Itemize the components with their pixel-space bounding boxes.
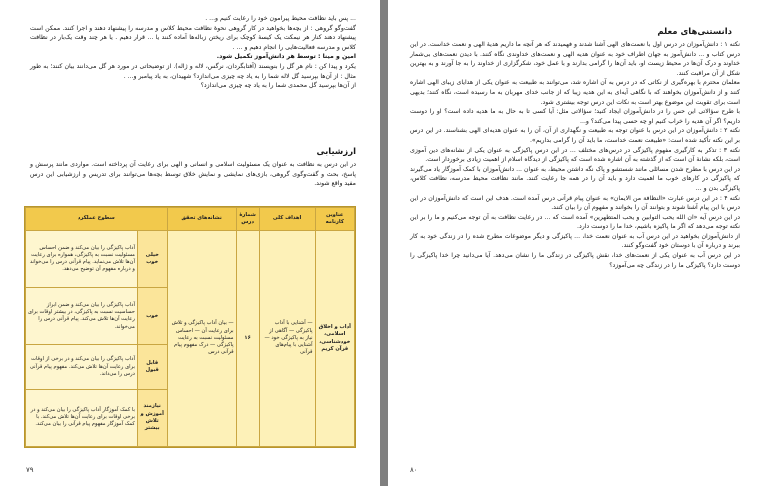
table-cell-title: آداب و اخلاق اسلامی، خودشناسی، قرآن کریم (315, 231, 354, 447)
section-heading: دانستنی‌های معلم (657, 27, 732, 37)
table-header: نشانه‌های تحقق (167, 208, 236, 231)
page-number: ۷۹ (26, 466, 34, 474)
paragraph: نکته ۲ : دانش‌آموزان در این درس با عنوان توجه به طبیعت و نگهداری از آن، آن را به عنوان هدیه‌ای الهی بشناسند. در این درس بر این نکته تأکید شده است: «طبیعت نعمت خداست، ما باید آن را گرامی بداریم». (410, 127, 740, 144)
section-body: در این درس به نظافت به عنوان یک مسئولیت اسلامی و انسانی و الهی برای رعایت آن پرداخته است. مواردی مانند پرسش و پاسخ، بحث و گفت‌وگوی گروهی، بازی‌های نمایشی و نمایش خلاق توسط بچه‌ها می‌توانند برای تدریس و ارزشیابی این درس مفید واقع شوند. (30, 161, 356, 188)
paragraph: با طرح سؤالاتی این حس را در دانش‌آموزان ایجاد کنید؛ سؤالاتی مثل: آیا کسی تا به حال به ما هدیه داده است؟ او را دوست داریم؟ اگر آن هدیه را خراب کنیم او چه حسی پیدا می‌کند؟ و... (410, 108, 740, 125)
paragraph: امین و مینا : توسط هر دانش‌آموز تکمیل شود. (216, 53, 356, 61)
table-cell-goals: — آشنایی با آداب پاکیزگی — آگاهی از نیاز به پاکیزگی خود — آشنایی با پیام‌های قرآنی (259, 231, 315, 447)
paragraph: معلمان محترم با بهره‌گیری از نکاتی که در درس به آن اشاره شد، می‌توانند به طبیعت به عنوان یکی از هدایای زیبای الهی اشاره کنند و از دانش‌آموزان بخواهند که با نگاهی آیه‌ای به این هدیه زیبا که از جانب خدای مهربان به ما رسیده است، نگاه کنند؛ بدیهی است برای تقویت این موضوع بهتر است به نکات این درس توجه بیشتری شود. (410, 79, 740, 106)
paragraph: گفت‌وگو گروهی : از بچه‌ها بخواهید در کار گروهی نحوهٔ نظافت محیط کلاس و مدرسه را پیشنهاد دهند و اجرا کنند. ممکن است پیشنهاد دهند کنار هر نیمکت یک کیسهٔ کوچک برای ریختن زباله‌ها آماده کنند یا ... قرار دهیم . یا هر چند وقت یک‌بار در نظافت کلاس و مدرسه فعالیت‌هایی را انجام دهیم و ... . (30, 24, 356, 51)
table-cell-indicators: — بیان آداب پاکیزگی و تلاش برای رعایت آن — احساس مسئولیت نسبت به رعایت پاکیزگی — درک مفهوم پیام قرآنی درس (167, 231, 236, 447)
right-page-text (410, 40, 740, 270)
table-cell-level: خوب (137, 288, 167, 345)
right-page (388, 0, 768, 486)
table-cell-level: قابل قبول (137, 345, 167, 389)
table-cell-level: خیلی خوب (137, 231, 167, 288)
table-cell-level-desc: آداب پاکیزگی را بیان می‌کند و ضمن احساس مسئولیت نسبت به پاکیزگی، همواره برای رعایت آن‌ها تلاش می‌نماید. پیام قرآنی درس را می‌خواند و درباره مفهوم آن توضیح می‌دهد. (26, 231, 138, 288)
book-gutter (380, 0, 388, 486)
page-number: ۸۰ (410, 466, 418, 474)
table-header: شمارهٔ درس (236, 208, 259, 231)
table-header: سطوح عملکرد (26, 208, 168, 231)
table-cell-level-desc: آداب پاکیزگی را بیان می‌کند و ضمن ابراز حساسیت نسبت به پاکیزگی، در بیشتر اوقات برای رعایت آن‌ها تلاش می‌کند. پیام قرآنی درس را می‌خواند. (26, 288, 138, 345)
paragraph: در این درس با مطرح شدن مسائلی مانند شستشو و پاک نگه داشتن محیط، به عنوان ... دانش‌آموزان با کمک آموزگار یاد می‌گیرند که پاکیزگی در کارهای خوب ما اهمیت دارد و باید آن را در همه جا رعایت کنند. مانند نظافت محیط مدرسه، نظافت کلاس، پاکیزگی بدن و ... (410, 165, 740, 192)
paragraph: نکته ۴ : در این درس عبارت «النظافة من الایمان» به عنوان پیام قرآنی درس آمده است. هدف این است که دانش‌آموزان در این درس با این پیام آشنا شوند و بتوانند آن را بخوانند و مفهوم آن را بیان کنند. (410, 194, 740, 212)
paragraph: نکته ۱ : دانش‌آموزان در درس اول با نعمت‌های الهی آشنا شدند و فهمیدند که هر آنچه ما داریم هدیهٔ الهی و نعمت خداست. در این درس کتاب و ... دانش‌آموز به جهان اطراف خود به عنوان هدیه الهی و نعمت‌های خداوندی نگاه کنند. با دیدن نعمت‌های بی‌شمار خداوند و درک آن‌ها در محیط زیست او، باید آن‌ها را گرامی بدارند و با عمل خود، شکرگزاری از خداوند را به جا آورند و به بهترین شکل از آن مراقبت کنند. (410, 41, 741, 77)
section-title: ارزشیابی (316, 147, 356, 157)
paragraph: یکرد و پیدا کن : نام هر گل را بنویسند (آفتابگردان، نرگس، لاله و ژاله). از توضیحاتی در مورد هر گل می‌دانند بیان کنند؛ به طور مثال : از آن‌ها بپرسید گل لاله شما را به یاد چه چیزی می‌اندازد؟ شهیدان، به یاد پیامبر و... . (30, 62, 356, 80)
table-header: عناوین کارنامه (315, 208, 354, 231)
table-cell-lesson-number: ۱۶ (236, 231, 259, 447)
table-cell-level-desc: آداب پاکیزگی را بیان می‌کند و در برخی از اوقات برای رعایت آن‌ها تلاش می‌کند. مفهوم پیام قرآنی درس را می‌داند. (26, 345, 138, 389)
paragraph: از آن‌ها بپرسید گل محمدی شما را به یاد چه چیزی می‌اندازد؟ (200, 82, 356, 90)
paragraph: در این درس آب به عنوان یکی از نعمت‌های خدا، نقش پاکیزگی در زندگی ما را نشان می‌دهد. آیا می‌دانید چرا خدا پاکیزگی را دوست دارد؟ پاکیزگی ما را در زندگی چه می‌آموزد؟ (410, 252, 740, 269)
left-page-text (30, 14, 356, 91)
paragraph: نکته ۳ : تذکر به کارگیری مفهوم پاکیزگی در درس‌های مختلف ... در این درس پاکیزگی به عنوان یکی از نشانه‌های دین آموزی است، بلکه نشانهٔ آن است که از گذشته به آن اشاره شده است که پاکیزگی از دیدگاه اسلام از اهمیت زیادی برخوردار است. (410, 146, 740, 164)
evaluation-table (24, 206, 356, 448)
table-header: اهداف کلی (259, 208, 315, 231)
left-page (0, 0, 380, 486)
table-header-row (26, 208, 355, 231)
paragraph: ... پس باید نظافت محیط پیرامون خود را رعایت کنیم و... . (205, 15, 356, 22)
table-cell-level-desc: با کمک آموزگار آداب پاکیزگی را بیان می‌کند و در برخی اوقات برای رعایت آن‌ها تلاش می‌کند. با کمک آموزگار مفهوم پیام قرآنی را بیان می‌کند. (26, 389, 138, 446)
table-cell-level: نیازمند آموزش و تلاش بیشتر (137, 389, 167, 446)
table-row (26, 231, 355, 288)
paragraph: در این درس آیه «ان الله یحب التوابین و یحب المتطهرین» آمده است که ... در رعایت نظافت به آن توجه می‌کنیم و ما را بر این نکته توجه می‌دهد که اگر ما پاکیزه باشیم، خدا ما را دوست دارد. (410, 213, 740, 231)
paragraph: از دانش‌آموزان بخواهید در این درس آب به عنوان نعمت خدا، ... پاکیزگی و دیگر موضوعات مطرح شده را در زندگی خود به کار ببرند و درباره آن با دوستان خود گفت‌وگو کنند. (410, 232, 740, 250)
